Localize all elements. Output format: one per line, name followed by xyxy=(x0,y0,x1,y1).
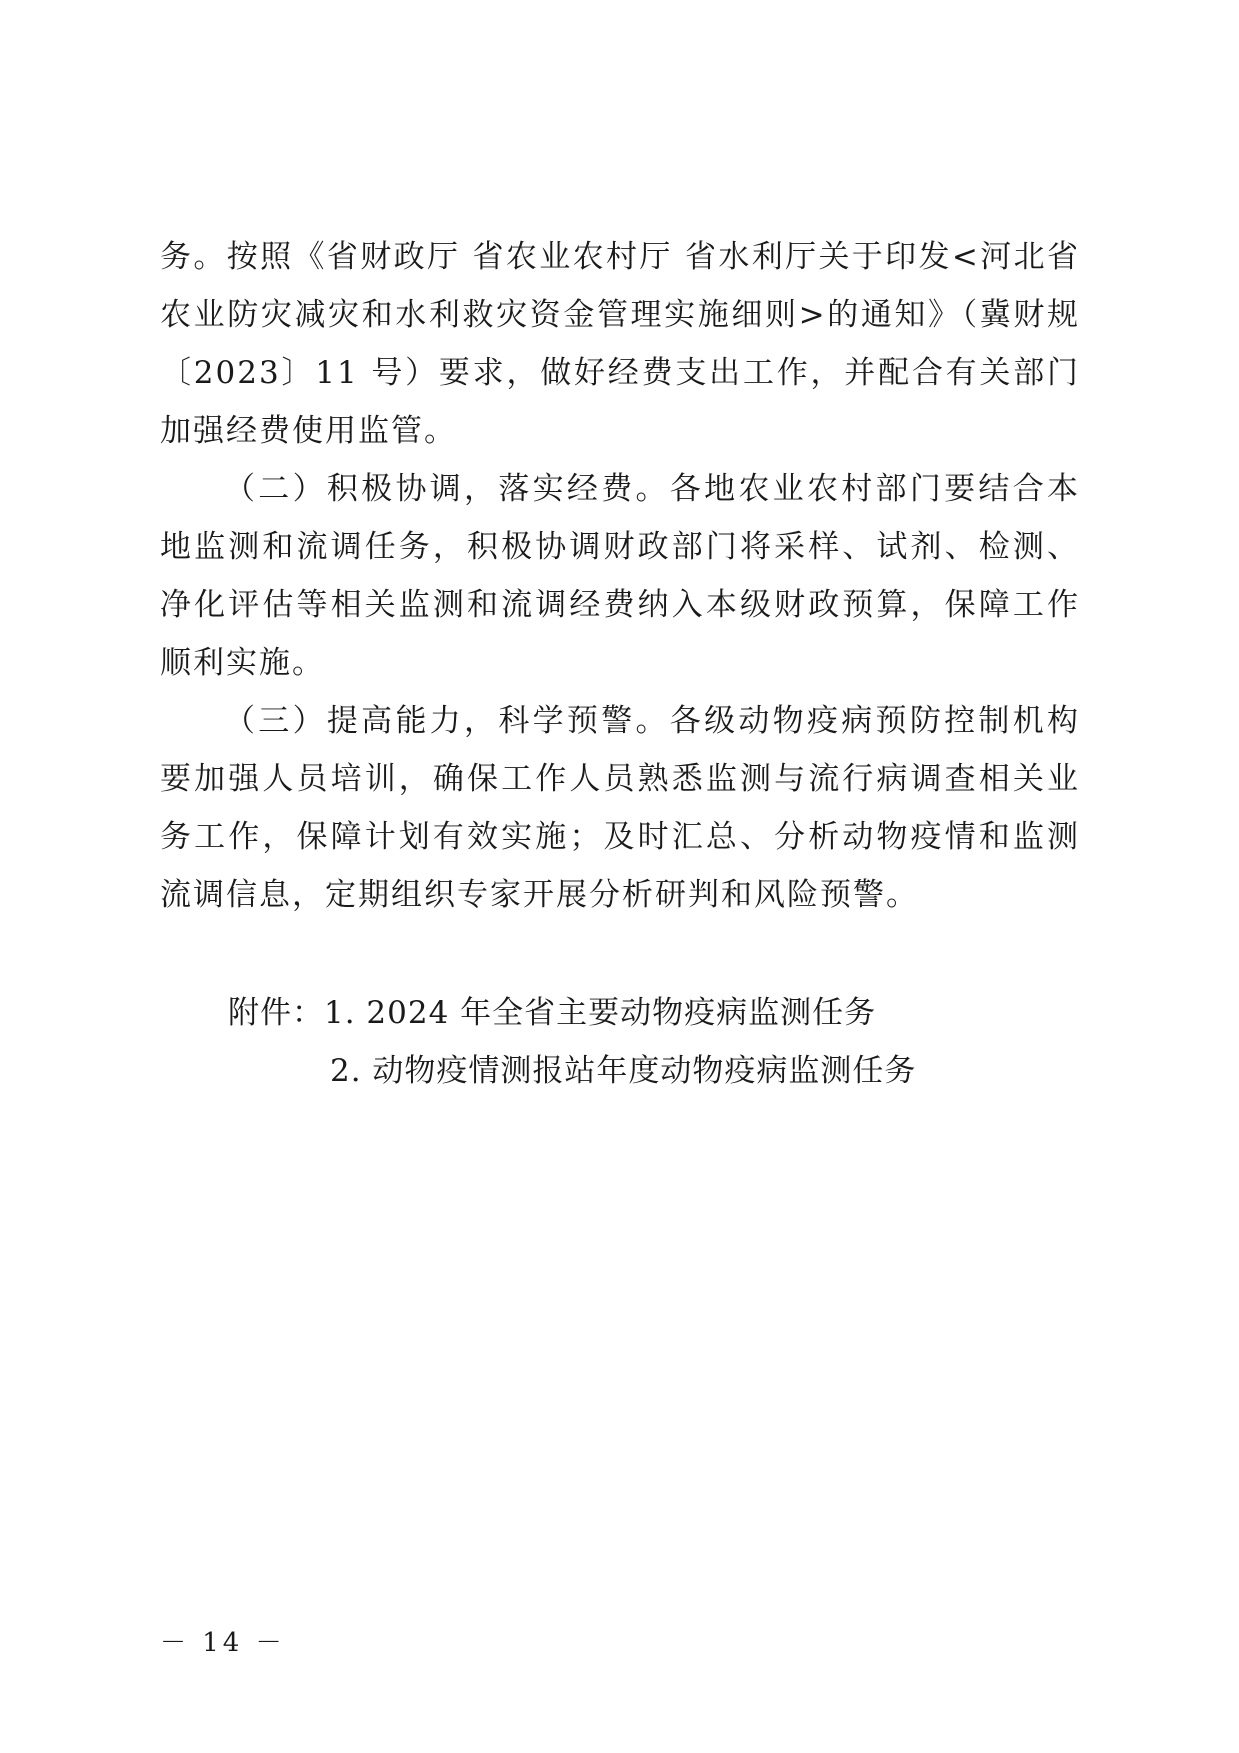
body-text xyxy=(160,228,1080,924)
attachments-list xyxy=(228,984,1088,1100)
attachments-label: 附件： xyxy=(228,995,324,1031)
attachment-item: 2. 动物疫情测报站年度动物疫病监测任务 xyxy=(330,1053,917,1089)
attachment-row-1 xyxy=(228,984,1088,1042)
paragraph-section-two: （二）积极协调，落实经费。各地农业农村部门要结合本地监测和流调任务，积极协调财政部门将采样、试剂、检测、净化评估等相关监测和流调经费纳入本级财政预算，保障工作顺利实施。 xyxy=(160,471,1080,681)
attachment-item: 1. 2024 年全省主要动物疫病监测任务 xyxy=(324,995,877,1031)
attachment-row-2 xyxy=(228,1042,1088,1100)
paragraph-section-three: （三）提高能力，科学预警。各级动物疫病预防控制机构要加强人员培训，确保工作人员熟悉监测与流行病调查相关业务工作，保障计划有效实施；及时汇总、分析动物疫情和监测流调信息，定期组织专家开展分析研判和风险预警。 xyxy=(160,703,1080,913)
paragraph-continuation: 务。按照《省财政厅 省农业农村厅 省水利厅关于印发<河北省农业防灾减灾和水利救灾资金管理实施细则>的通知》（冀财规〔2023〕11 号）要求，做好经费支出工作，并配合有关部门加强经费使用监管。 xyxy=(160,239,1080,449)
page-number: － 14 － xyxy=(160,1628,286,1658)
